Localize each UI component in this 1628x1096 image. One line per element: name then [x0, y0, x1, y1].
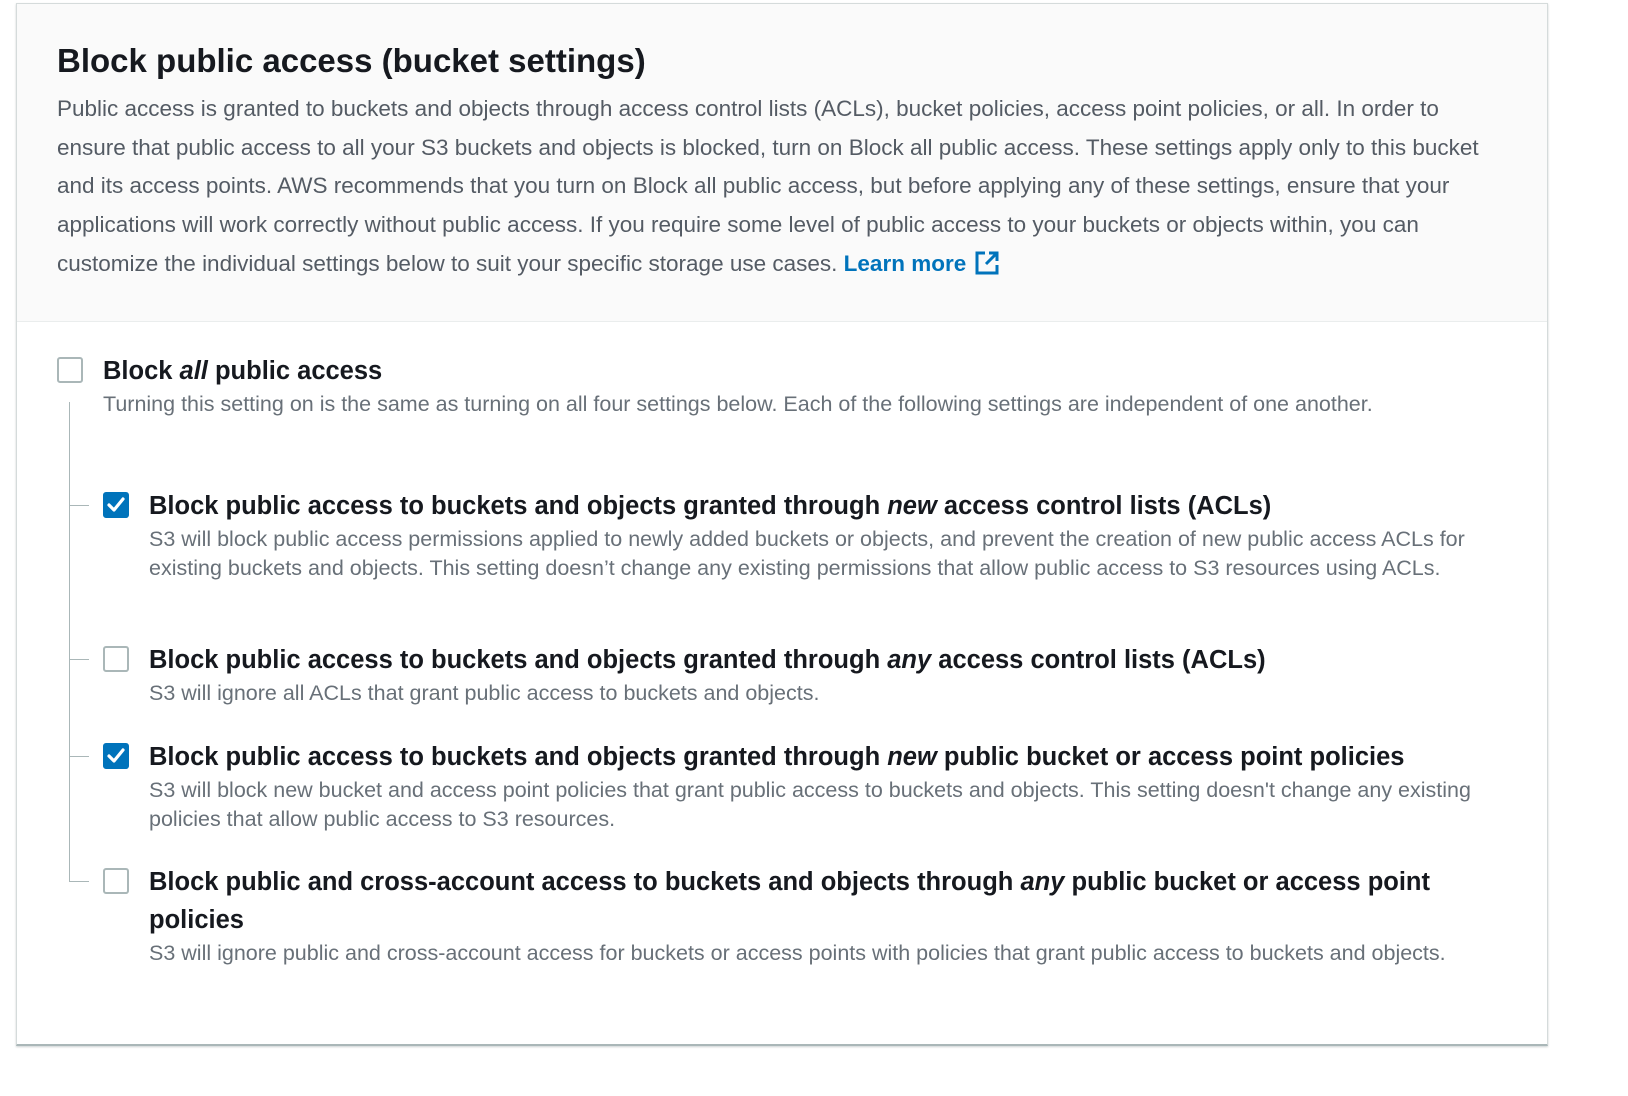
- tree-connector-vertical: [69, 402, 70, 882]
- block-any-acls-label[interactable]: [149, 641, 1266, 679]
- tree-connector-branch: [69, 505, 89, 506]
- option-label-emphasis: any: [887, 646, 932, 674]
- block-new-policies-description: S3 will block new bucket and access point policies that grant public access to buckets and objects. This setting doesn't change any existing policies that allow public access to S3 resources.: [149, 778, 1471, 831]
- block-public-access-panel: [16, 3, 1548, 1046]
- option-label-emphasis: any: [1020, 868, 1065, 896]
- option-label-emphasis: new: [887, 743, 937, 771]
- learn-more-link[interactable]: [844, 251, 1001, 276]
- checkmark-icon: [107, 497, 125, 513]
- option-label-post: public bucket or access point policies: [149, 868, 1430, 934]
- checkmark-icon: [107, 748, 125, 764]
- block-new-acls-label[interactable]: [149, 487, 1271, 525]
- block-all-description: Turning this setting on is the same as turning on all four settings below. Each of the following settings are independent of one another.: [103, 392, 1373, 416]
- block-new-policies-label[interactable]: [149, 738, 1404, 776]
- block-any-policies-description: S3 will ignore public and cross-account access for buckets or access points with policies that grant public access to buckets and objects.: [149, 941, 1446, 965]
- block-new-policies-checkbox[interactable]: [103, 743, 129, 769]
- block-all-label-post: public access: [207, 357, 383, 385]
- tree-connector-branch: [69, 881, 89, 882]
- section-description: [57, 90, 1507, 284]
- block-all-label[interactable]: [103, 352, 382, 390]
- panel-header: [17, 4, 1547, 322]
- learn-more-label[interactable]: Learn more: [843, 250, 967, 276]
- option-label-pre: Block public and cross-account access to buckets and objects through: [149, 868, 1021, 896]
- option-label-post: access control lists (ACLs): [931, 646, 1266, 674]
- block-all-checkbox[interactable]: [57, 357, 83, 383]
- block-any-policies-label[interactable]: [149, 863, 1489, 939]
- block-any-acls-checkbox[interactable]: [103, 646, 129, 672]
- tree-connector-branch: [69, 659, 89, 660]
- option-label-post: access control lists (ACLs): [936, 492, 1272, 520]
- section-title: Block public access (bucket settings): [57, 42, 646, 79]
- block-new-acls-checkbox[interactable]: [103, 492, 129, 518]
- option-label-pre: Block public access to buckets and objects granted through: [149, 492, 888, 520]
- block-any-policies-checkbox[interactable]: [103, 868, 129, 894]
- tree-connector-branch: [69, 756, 89, 757]
- option-label-pre: Block public access to buckets and objects granted through: [149, 646, 888, 674]
- block-any-acls-description: S3 will ignore all ACLs that grant public access to buckets and objects.: [149, 681, 820, 705]
- external-link-icon[interactable]: [974, 250, 1000, 276]
- block-all-label-emphasis: all: [179, 357, 208, 385]
- section-description-text: Public access is granted to buckets and objects through access control lists (ACLs), bucket policies, access point policies, or all. In order to ensure that public access to all your S3 buckets and objects is blocked, turn on Block all public access. These settings apply only to this bucket and its access points. AWS recommends that you turn on Block all public access, but before applying any of these settings, ensure that your applications will work correctly without public access. If you require some level of public access to your buckets or objects within, you can customize the individual settings below to suit your specific storage use cases.: [57, 96, 1479, 276]
- block-new-acls-description: S3 will block public access permissions applied to newly added buckets or objects, and prevent the creation of new public access ACLs for existing buckets and objects. This setting doesn’t change any existing permissions that allow public access to S3 resources using ACLs.: [149, 527, 1465, 580]
- option-label-pre: Block public access to buckets and objects granted through: [149, 743, 888, 771]
- block-all-label-pre: Block: [103, 357, 180, 385]
- option-label-emphasis: new: [887, 492, 937, 520]
- option-label-post: public bucket or access point policies: [936, 743, 1405, 771]
